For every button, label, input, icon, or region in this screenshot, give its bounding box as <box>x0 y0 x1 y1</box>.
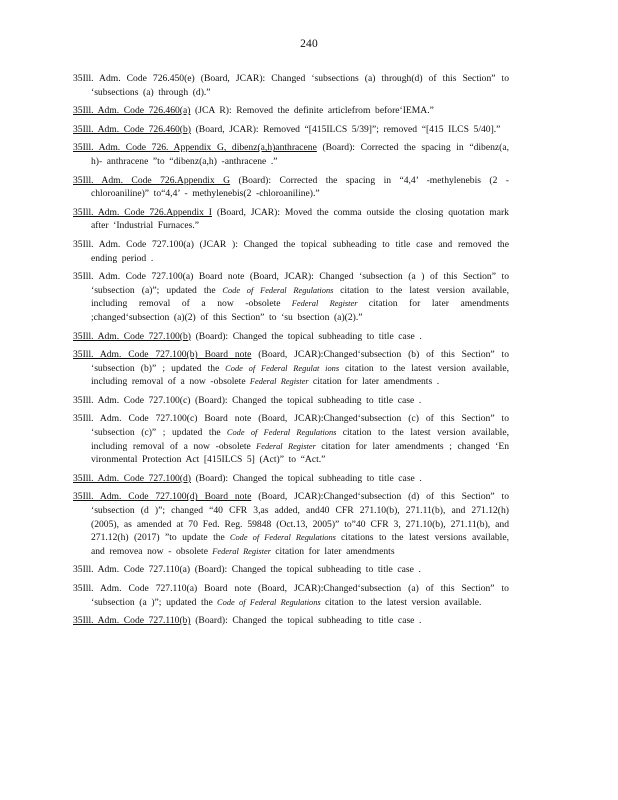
citation: 35Ill. Adm. Code 726.450(e) <box>73 73 195 84</box>
entry-text: (Board): Changed the topical subheading to title case . <box>191 330 422 342</box>
entry-text: citation to the latest version available, including removal of a now -obsolete <box>91 362 509 388</box>
entry-text: citations to the latest versions available, and removea now - obsolete <box>91 532 509 557</box>
federal-title: Code of Federal Regulations <box>212 597 325 607</box>
federal-title: Code of Federal Regulations <box>224 533 342 543</box>
federal-title: Federal Register <box>250 441 322 451</box>
citation: 35Ill. Adm. Code 727.110(a) <box>73 564 191 576</box>
amendment-entry <box>73 348 509 389</box>
entry-text: (Board, JCAR):Changed‘subsection (b) of this Section” to ‘subsection (b)” ; updated the <box>91 349 509 374</box>
citation: 35Ill. Adm. Code 727.100(a) Board note <box>73 271 245 283</box>
amendment-entry <box>73 582 509 609</box>
citation: 35Ill. Adm. Code 727.100(d) <box>73 472 191 484</box>
federal-title: Code of Federal Regulat ions <box>219 363 345 373</box>
entry-text: (Board): Corrected the spacing in “dibenz(a, h)- anthracene ”to “dibenz(a,h) -anthracene .” <box>91 142 509 167</box>
federal-title: Federal Register <box>207 546 276 556</box>
entry-text: (Board): Changed the topical subheading to title case . <box>190 394 422 406</box>
entry-text: citation to the latest version available. <box>324 596 482 608</box>
page-number: 240 <box>300 38 318 50</box>
amendment-entry <box>73 614 509 628</box>
entry-text: (Board, JCAR):Changed‘subsection (a) of this Section” to ‘subsection (a )”; updated the <box>91 583 509 608</box>
amendment-entry <box>73 206 509 233</box>
citation: 35Ill. Adm. Code 726. Appendix G, dibenz(a,h)anthracene <box>73 142 317 154</box>
entry-text: (Board, JCAR):Changed‘subsection (d) of this Section” to ‘subsection (d )”; changed “40 CFR 3,as added, and40 CFR 271.10(b), 271.11(b), and 271.12(h) (2005), as amended at 70 Fed. Reg. 59848 (Oct.13, 2005)” to”40 CFR 3, 271.10(b), 271.11(b), and 271.12(h) (2017) ”to update the <box>91 491 509 544</box>
amendment-entry <box>73 490 509 558</box>
entry-text: (Board, JCAR): Removed “[415ILCS 5/39]”; removed “[415 ILCS 5/40].” <box>191 123 501 135</box>
citation: 35Ill. Adm. Code 726.460(b) <box>73 123 191 135</box>
amendment-entry <box>73 141 509 168</box>
amendment-entry <box>73 123 509 137</box>
entry-text: (Board): Changed the topical subheading to title case . <box>191 472 422 484</box>
amendment-entry <box>73 563 509 577</box>
amendment-entry <box>73 238 509 265</box>
federal-title: Code of Federal Regulations <box>220 428 343 438</box>
citation: 35Ill. Adm. Code 727.110(b) <box>73 615 191 627</box>
entry-text: citation for later amendments ;changed‘subsection (a)(2) of this Section” to ‘su bsection (a)(2).” <box>91 298 509 323</box>
entry-text: (Board): Changed the topical subheading to title case . <box>190 615 422 627</box>
amendment-entry <box>73 104 509 118</box>
federal-title: Federal Register <box>245 377 313 387</box>
citation: 35Ill. Adm. Code 727.100(b) <box>73 330 191 342</box>
amendment-entry <box>73 330 509 344</box>
entry-text: (Board, JCAR):Changed‘subsection (c) of this Section” to ‘subsection (c)” ; updated the <box>91 413 509 439</box>
amendment-entry <box>73 270 509 324</box>
citation: 35Ill. Adm. Code 727.100(b) Board note <box>73 349 252 361</box>
citation: 35Ill. Adm. Code 727.100(d) Board note <box>73 491 252 503</box>
citation: 35Ill. Adm. Code 726.Appendix G <box>73 174 231 186</box>
citation: 35Ill. Adm. Code 727.100(c) <box>73 394 191 406</box>
entry-text: (JCA R): Removed the definite articlefrom before‘IEMA.” <box>190 105 434 117</box>
entry-text: citation for later amendments . <box>312 376 440 388</box>
entry-text: citation to the latest version available, including removal of a now -obsolete <box>91 427 509 452</box>
citation: 35Ill. Adm. Code 727.100(a) <box>73 238 194 250</box>
entry-text: (Board): Changed the topical subheading to title case . <box>190 564 421 576</box>
citation: 35Ill. Adm. Code 727.100(c) Board note <box>73 413 252 425</box>
citation: 35Ill. Adm. Code 726.460(a) <box>73 105 191 117</box>
citation: 35Ill. Adm. Code 726.Appendix I <box>73 206 212 218</box>
entry-text: citation to the latest version available, including removal of a now -obsolete <box>91 284 510 310</box>
amendment-entry <box>73 412 509 466</box>
entry-text: (JCAR ): Changed the topical subheading to title case and removed the ending period . <box>91 238 509 264</box>
amendment-entry <box>73 472 509 486</box>
amendment-entry <box>73 394 509 408</box>
federal-title: Code of Federal Regulations <box>215 285 341 295</box>
entry-text: (Board): Corrected the spacing in “4,4’ -methylenebis (2 -chloroaniline)” to“4,4’ - methylenebis(2 -chloroaniline).” <box>91 174 510 200</box>
entry-text: citation for later amendments <box>275 545 395 557</box>
entry-text: (Board, JCAR): Changed ‘subsection (a ) of this Section” to ‘subsection (a)”; updated the <box>91 271 509 296</box>
entry-text: (Board, JCAR): Changed ‘subsections (a) through(d) of this Section” to ‘subsections (a) through (d).” <box>91 73 509 98</box>
entry-text: (Board, JCAR): Moved the comma outside the closing quotation mark after ‘Industrial Furnaces.” <box>91 206 509 232</box>
amendment-entry <box>73 174 509 201</box>
amendment-list <box>73 72 509 633</box>
amendment-entry <box>73 72 509 99</box>
federal-title: Federal Register <box>280 299 369 309</box>
citation: 35Ill. Adm. Code 727.110(a) Board note <box>73 583 252 594</box>
entry-text: citation for later amendments ; changed ‘En vironmental Protection Act [415ILCS 5] (Act)” to “Act.” <box>91 440 509 466</box>
